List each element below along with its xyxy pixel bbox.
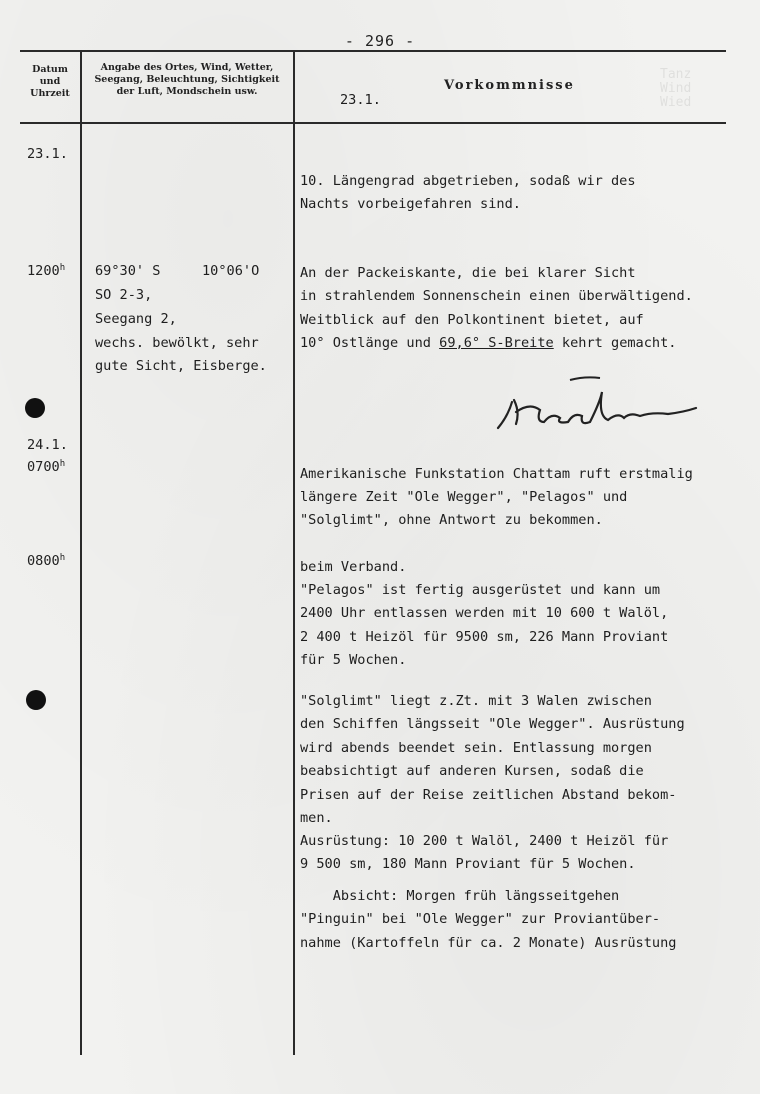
entry-text-line: 2 400 t Heizöl für 9500 sm, 226 Mann Proviant xyxy=(300,629,669,645)
entry-text-line: den Schiffen längsseit "Ole Wegger". Ausrüstung xyxy=(300,716,685,732)
entry-text-line: beabsichtigt auf anderen Kursen, sodaß die xyxy=(300,763,644,779)
entry-time: 0700$^h$ xyxy=(27,459,66,475)
entry-text-line: "Pinguin" bei "Ole Wegger" zur Proviantüber- xyxy=(300,911,661,927)
weather-line: wechs. bewölkt, sehr xyxy=(95,335,259,351)
entry-text-line: Absicht: Morgen früh längsseitgehen xyxy=(300,888,620,904)
entry-text-line: beim Verband. xyxy=(300,559,407,575)
entry-text-line: 2400 Uhr entlassen werden mit 10 600 t Walöl, xyxy=(300,605,669,621)
entry-date: 24.1. xyxy=(27,437,68,453)
column-divider-1 xyxy=(80,50,82,1055)
entry-text-line: wird abends beendet sein. Entlassung morgen xyxy=(300,740,652,756)
entry-time: 0800$^h$ xyxy=(27,553,66,569)
entry-text-line: men. xyxy=(300,810,333,826)
bleed-through-text: Tanz Wind Wied xyxy=(660,67,692,110)
header-col-date-time: Datum und Uhrzeit xyxy=(30,64,70,99)
entry-text-line: für 5 Wochen. xyxy=(300,652,407,668)
entry-text-line: "Solglimt" liegt z.Zt. mit 3 Walen zwischen xyxy=(300,693,652,709)
entry-text-line: An der Packeiskante, die bei klarer Sicht xyxy=(300,265,636,281)
entry-text-line: Nachts vorbeigefahren sind. xyxy=(300,196,521,212)
position-latitude: 69°30' S xyxy=(95,263,161,279)
entry-text-line: Ausrüstung: 10 200 t Walöl, 2400 t Heizöl für xyxy=(300,833,669,849)
punch-hole xyxy=(26,690,46,710)
weather-line: SO 2-3, xyxy=(95,287,153,303)
entry-text-line: Weitblick auf den Polkontinent bietet, auf xyxy=(300,312,644,328)
page-number: - 296 - xyxy=(344,32,416,50)
entry-text-line: 10. Längengrad abgetrieben, sodaß wir des xyxy=(300,173,636,189)
entry-date: 23.1. xyxy=(27,146,68,162)
entry-text-line: 9 500 sm, 180 Mann Proviant für 5 Wochen. xyxy=(300,856,636,872)
entry-time: 1200$^h$ xyxy=(27,263,66,279)
header-date: 23.1. xyxy=(340,92,381,108)
entry-text-line: nahme (Kartoffeln für ca. 2 Monate) Ausrüstung xyxy=(300,935,677,951)
handwritten-signature xyxy=(490,372,710,442)
position-longitude: 10°06'O xyxy=(202,263,260,279)
header-col-events: Vorkommnisse xyxy=(444,78,575,93)
entry-text-line: "Solglimt", ohne Antwort zu bekommen. xyxy=(300,512,603,528)
entry-text-line: in strahlendem Sonnenschein einen überwältigend. xyxy=(300,288,693,304)
weather-line: Seegang 2, xyxy=(95,311,177,327)
column-divider-2 xyxy=(293,50,295,1055)
entry-text-line: "Pelagos" ist fertig ausgerüstet und kann um xyxy=(300,582,661,598)
entry-text-line: 10° Ostlänge und 69,6° S-Breite kehrt gemacht. xyxy=(300,335,677,351)
entry-text-line: Prisen auf der Reise zeitlichen Abstand bekom- xyxy=(300,787,677,803)
entry-text-line: Amerikanische Funkstation Chattam ruft erstmalig xyxy=(300,466,693,482)
header-bottom-rule xyxy=(20,122,726,124)
entry-text-line: längere Zeit "Ole Wegger", "Pelagos" und xyxy=(300,489,628,505)
header-top-rule xyxy=(20,50,726,52)
weather-line: gute Sicht, Eisberge. xyxy=(95,358,267,374)
header-col-location-weather: Angabe des Ortes, Wind, Wetter, Seegang, Beleuchtung, Sichtigkeit der Luft, Mondschein usw. xyxy=(94,62,280,97)
punch-hole xyxy=(25,398,45,418)
